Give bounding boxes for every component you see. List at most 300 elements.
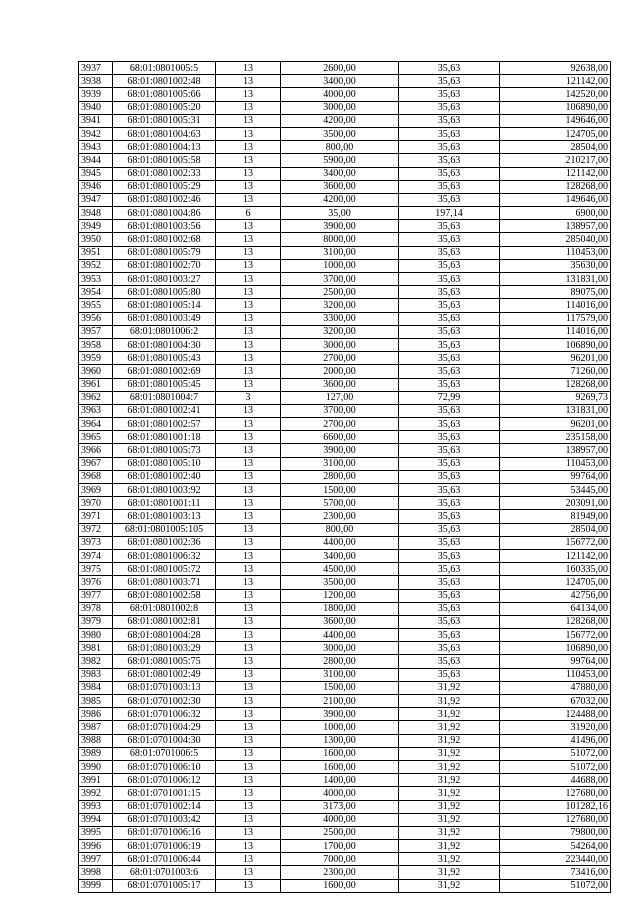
table-cell: 138957,00 — [500, 444, 611, 457]
table-cell: 35,63 — [399, 444, 500, 457]
table-body — [79, 62, 611, 893]
table-cell: 47880,00 — [500, 681, 611, 694]
table-row — [79, 233, 611, 246]
table-cell: 68:01:0801005:43 — [113, 352, 216, 365]
table-cell: 35,63 — [399, 668, 500, 681]
table-cell: 13 — [216, 576, 281, 589]
table-cell: 13 — [216, 760, 281, 773]
table-row — [79, 193, 611, 206]
table-cell: 3000,00 — [281, 642, 399, 655]
table-cell: 68:01:0801002:41 — [113, 404, 216, 417]
table-cell: 13 — [216, 681, 281, 694]
table-cell: 13 — [216, 233, 281, 246]
table-cell: 1500,00 — [281, 484, 399, 497]
table-row — [79, 721, 611, 734]
table-cell: 13 — [216, 655, 281, 668]
table-cell: 3960 — [79, 365, 113, 378]
table-cell: 13 — [216, 312, 281, 325]
table-cell: 68:01:0701006:19 — [113, 840, 216, 853]
table-cell: 3600,00 — [281, 378, 399, 391]
table-cell: 3943 — [79, 141, 113, 154]
table-row — [79, 259, 611, 272]
table-cell: 8000,00 — [281, 233, 399, 246]
table-cell: 68:01:0801003:27 — [113, 273, 216, 286]
table-cell: 3991 — [79, 774, 113, 787]
table-cell: 3400,00 — [281, 75, 399, 88]
table-row — [79, 444, 611, 457]
table-row — [79, 853, 611, 866]
table-cell: 3400,00 — [281, 549, 399, 562]
table-cell: 13 — [216, 404, 281, 417]
table-cell: 3989 — [79, 747, 113, 760]
table-cell: 13 — [216, 523, 281, 536]
table-row — [79, 787, 611, 800]
table-cell: 3979 — [79, 615, 113, 628]
table-cell: 41496,00 — [500, 734, 611, 747]
table-cell: 3971 — [79, 510, 113, 523]
table-cell: 3948 — [79, 207, 113, 220]
table-cell: 13 — [216, 866, 281, 879]
table-cell: 68:01:0801004:86 — [113, 207, 216, 220]
table-cell: 13 — [216, 734, 281, 747]
table-cell: 68:01:0701006:32 — [113, 708, 216, 721]
table-cell: 110453,00 — [500, 457, 611, 470]
table-cell: 197,14 — [399, 207, 500, 220]
table-row — [79, 470, 611, 483]
table-cell: 5900,00 — [281, 154, 399, 167]
table-cell: 142520,00 — [500, 88, 611, 101]
table-cell: 42756,00 — [500, 589, 611, 602]
table-cell: 235158,00 — [500, 431, 611, 444]
table-cell: 68:01:0701006:12 — [113, 774, 216, 787]
table-cell: 68:01:0801005:75 — [113, 655, 216, 668]
table-row — [79, 708, 611, 721]
table-cell: 4000,00 — [281, 787, 399, 800]
table-row — [79, 62, 611, 75]
table-row — [79, 576, 611, 589]
table-row — [79, 273, 611, 286]
table-cell: 13 — [216, 826, 281, 839]
table-cell: 68:01:0801003:49 — [113, 312, 216, 325]
table-cell: 68:01:0801003:71 — [113, 576, 216, 589]
table-cell: 35,63 — [399, 167, 500, 180]
table-cell: 2700,00 — [281, 352, 399, 365]
table-cell: 35,63 — [399, 655, 500, 668]
table-cell: 3985 — [79, 695, 113, 708]
table-cell: 67032,00 — [500, 695, 611, 708]
table-row — [79, 141, 611, 154]
table-cell: 3937 — [79, 62, 113, 75]
table-cell: 68:01:0801002:48 — [113, 75, 216, 88]
table-cell: 13 — [216, 220, 281, 233]
table-cell: 1500,00 — [281, 681, 399, 694]
table-cell: 68:01:0801001:11 — [113, 497, 216, 510]
table-cell: 35,63 — [399, 576, 500, 589]
table-cell: 149646,00 — [500, 193, 611, 206]
table-cell: 79800,00 — [500, 826, 611, 839]
table-cell: 35,63 — [399, 75, 500, 88]
table-cell: 3938 — [79, 75, 113, 88]
table-cell: 3300,00 — [281, 312, 399, 325]
table-cell: 13 — [216, 62, 281, 75]
table-cell: 13 — [216, 774, 281, 787]
table-cell: 35,00 — [281, 207, 399, 220]
table-cell: 1600,00 — [281, 879, 399, 892]
table-cell: 68:01:0801002:68 — [113, 233, 216, 246]
table-row — [79, 457, 611, 470]
table-cell: 285040,00 — [500, 233, 611, 246]
table-cell: 35,63 — [399, 589, 500, 602]
table-cell: 13 — [216, 470, 281, 483]
table-cell: 68:01:0801001:18 — [113, 431, 216, 444]
table-cell: 2300,00 — [281, 510, 399, 523]
table-cell: 13 — [216, 114, 281, 127]
table-cell: 31,92 — [399, 747, 500, 760]
table-cell: 3000,00 — [281, 101, 399, 114]
table-cell: 3173,00 — [281, 800, 399, 813]
table-cell: 53445,00 — [500, 484, 611, 497]
table-cell: 128268,00 — [500, 180, 611, 193]
table-cell: 13 — [216, 246, 281, 259]
table-row — [79, 431, 611, 444]
table-cell: 128268,00 — [500, 615, 611, 628]
table-cell: 35,63 — [399, 338, 500, 351]
table-cell: 3981 — [79, 642, 113, 655]
table-cell: 35,63 — [399, 141, 500, 154]
table-cell: 13 — [216, 418, 281, 431]
table-cell: 3945 — [79, 167, 113, 180]
table-row — [79, 879, 611, 892]
table-cell: 68:01:0801003:56 — [113, 220, 216, 233]
table-cell: 68:01:0801005:10 — [113, 457, 216, 470]
table-cell: 35,63 — [399, 510, 500, 523]
table-cell: 3947 — [79, 193, 113, 206]
table-cell: 31,92 — [399, 853, 500, 866]
table-row — [79, 629, 611, 642]
table-cell: 13 — [216, 840, 281, 853]
table-cell: 68:01:0801002:58 — [113, 589, 216, 602]
table-cell: 106890,00 — [500, 642, 611, 655]
table-row — [79, 695, 611, 708]
table-cell: 3900,00 — [281, 708, 399, 721]
table-cell: 13 — [216, 378, 281, 391]
table-row — [79, 497, 611, 510]
table-cell: 3964 — [79, 418, 113, 431]
table-cell: 2300,00 — [281, 866, 399, 879]
table-cell: 96201,00 — [500, 418, 611, 431]
table-cell: 110453,00 — [500, 668, 611, 681]
table-cell: 121142,00 — [500, 167, 611, 180]
table-cell: 3973 — [79, 536, 113, 549]
table-cell: 13 — [216, 167, 281, 180]
table-cell: 2500,00 — [281, 286, 399, 299]
table-cell: 2100,00 — [281, 695, 399, 708]
table-row — [79, 404, 611, 417]
table-cell: 35,63 — [399, 615, 500, 628]
table-cell: 101282,16 — [500, 800, 611, 813]
table-cell: 13 — [216, 141, 281, 154]
table-cell: 68:01:0801002:81 — [113, 615, 216, 628]
table-cell: 13 — [216, 536, 281, 549]
table-cell: 35,63 — [399, 365, 500, 378]
table-row — [79, 563, 611, 576]
table-cell: 35,63 — [399, 325, 500, 338]
table-cell: 3940 — [79, 101, 113, 114]
table-cell: 138957,00 — [500, 220, 611, 233]
table-row — [79, 668, 611, 681]
table-row — [79, 549, 611, 562]
table-cell: 1200,00 — [281, 589, 399, 602]
table-cell: 68:01:0801004:28 — [113, 629, 216, 642]
table-cell: 2000,00 — [281, 365, 399, 378]
table-cell: 4000,00 — [281, 88, 399, 101]
table-cell: 124488,00 — [500, 708, 611, 721]
table-cell: 13 — [216, 273, 281, 286]
table-cell: 13 — [216, 484, 281, 497]
table-row — [79, 602, 611, 615]
table-cell: 68:01:0701005:17 — [113, 879, 216, 892]
table-cell: 3900,00 — [281, 444, 399, 457]
table-cell: 3952 — [79, 259, 113, 272]
table-cell: 3942 — [79, 127, 113, 140]
table-cell: 223440,00 — [500, 853, 611, 866]
table-cell: 13 — [216, 813, 281, 826]
table-cell: 31,92 — [399, 695, 500, 708]
table-cell: 106890,00 — [500, 338, 611, 351]
table-row — [79, 774, 611, 787]
table-row — [79, 536, 611, 549]
table-row — [79, 840, 611, 853]
table-cell: 3969 — [79, 484, 113, 497]
table-row — [79, 352, 611, 365]
table-cell: 13 — [216, 75, 281, 88]
table-row — [79, 589, 611, 602]
table-cell: 149646,00 — [500, 114, 611, 127]
table-cell: 68:01:0701006:44 — [113, 853, 216, 866]
table-cell: 114016,00 — [500, 325, 611, 338]
table-cell: 31,92 — [399, 826, 500, 839]
table-cell: 117579,00 — [500, 312, 611, 325]
table-cell: 35,63 — [399, 378, 500, 391]
table-cell: 35,63 — [399, 404, 500, 417]
table-cell: 4400,00 — [281, 629, 399, 642]
table-cell: 13 — [216, 642, 281, 655]
table-cell: 13 — [216, 747, 281, 760]
table-cell: 3987 — [79, 721, 113, 734]
table-cell: 92638,00 — [500, 62, 611, 75]
table-row — [79, 655, 611, 668]
table-row — [79, 207, 611, 220]
table-cell: 3959 — [79, 352, 113, 365]
table-cell: 3600,00 — [281, 615, 399, 628]
table-row — [79, 220, 611, 233]
table-cell: 3972 — [79, 523, 113, 536]
table-cell: 71260,00 — [500, 365, 611, 378]
table-cell: 13 — [216, 180, 281, 193]
table-cell: 35,63 — [399, 602, 500, 615]
table-cell: 4000,00 — [281, 813, 399, 826]
table-cell: 13 — [216, 431, 281, 444]
table-cell: 3999 — [79, 879, 113, 892]
table-cell: 3100,00 — [281, 246, 399, 259]
table-cell: 3400,00 — [281, 167, 399, 180]
table-row — [79, 418, 611, 431]
table-cell: 110453,00 — [500, 246, 611, 259]
table-cell: 68:01:0801005:79 — [113, 246, 216, 259]
table-cell: 31,92 — [399, 721, 500, 734]
table-row — [79, 127, 611, 140]
table-cell: 31,92 — [399, 760, 500, 773]
table-cell: 13 — [216, 193, 281, 206]
table-row — [79, 523, 611, 536]
table-cell: 13 — [216, 88, 281, 101]
table-cell: 1300,00 — [281, 734, 399, 747]
table-cell: 68:01:0801003:13 — [113, 510, 216, 523]
table-cell: 68:01:0801004:7 — [113, 391, 216, 404]
table-cell: 13 — [216, 101, 281, 114]
table-cell: 35,63 — [399, 563, 500, 576]
table-row — [79, 378, 611, 391]
table-cell: 35,63 — [399, 457, 500, 470]
table-cell: 51072,00 — [500, 760, 611, 773]
table-cell: 3968 — [79, 470, 113, 483]
table-cell: 68:01:0801004:30 — [113, 338, 216, 351]
table-cell: 54264,00 — [500, 840, 611, 853]
data-table — [78, 61, 611, 893]
table-cell: 31,92 — [399, 813, 500, 826]
table-cell: 124705,00 — [500, 576, 611, 589]
table-cell: 68:01:0801005:80 — [113, 286, 216, 299]
table-cell: 2700,00 — [281, 418, 399, 431]
table-cell: 35,63 — [399, 523, 500, 536]
table-row — [79, 813, 611, 826]
table-cell: 68:01:0801004:63 — [113, 127, 216, 140]
table-cell: 68:01:0801005:5 — [113, 62, 216, 75]
table-cell: 13 — [216, 695, 281, 708]
table-cell: 31920,00 — [500, 721, 611, 734]
table-cell: 68:01:0801005:58 — [113, 154, 216, 167]
table-row — [79, 681, 611, 694]
table-cell: 51072,00 — [500, 879, 611, 892]
table-cell: 3900,00 — [281, 220, 399, 233]
table-cell: 31,92 — [399, 840, 500, 853]
table-cell: 2800,00 — [281, 655, 399, 668]
table-cell: 35,63 — [399, 286, 500, 299]
table-cell: 13 — [216, 299, 281, 312]
table-cell: 2500,00 — [281, 826, 399, 839]
table-row — [79, 286, 611, 299]
table-cell: 68:01:0801002:8 — [113, 602, 216, 615]
table-row — [79, 101, 611, 114]
table-row — [79, 88, 611, 101]
table-cell: 13 — [216, 259, 281, 272]
table-cell: 35,63 — [399, 629, 500, 642]
table-cell: 3950 — [79, 233, 113, 246]
table-row — [79, 800, 611, 813]
table-cell: 31,92 — [399, 879, 500, 892]
table-cell: 128268,00 — [500, 378, 611, 391]
table-cell: 3954 — [79, 286, 113, 299]
table-cell: 13 — [216, 879, 281, 892]
table-cell: 3600,00 — [281, 180, 399, 193]
table-cell: 4200,00 — [281, 114, 399, 127]
table-cell: 68:01:0801005:29 — [113, 180, 216, 193]
table-cell: 13 — [216, 787, 281, 800]
table-row — [79, 154, 611, 167]
table-cell: 160335,00 — [500, 563, 611, 576]
table-cell: 3200,00 — [281, 325, 399, 338]
table-cell: 35,63 — [399, 180, 500, 193]
table-cell: 3100,00 — [281, 668, 399, 681]
table-cell: 35,63 — [399, 220, 500, 233]
table-row — [79, 312, 611, 325]
table-cell: 35,63 — [399, 273, 500, 286]
table-cell: 1800,00 — [281, 602, 399, 615]
table-cell: 89075,00 — [500, 286, 611, 299]
table-cell: 3970 — [79, 497, 113, 510]
table-cell: 35,63 — [399, 642, 500, 655]
table-cell: 81949,00 — [500, 510, 611, 523]
table-cell: 13 — [216, 510, 281, 523]
table-row — [79, 325, 611, 338]
table-cell: 68:01:0801003:92 — [113, 484, 216, 497]
table-cell: 35,63 — [399, 154, 500, 167]
table-cell: 68:01:0801006:32 — [113, 549, 216, 562]
table-row — [79, 760, 611, 773]
table-cell: 68:01:0801005:14 — [113, 299, 216, 312]
table-cell: 3997 — [79, 853, 113, 866]
table-row — [79, 734, 611, 747]
table-cell: 3993 — [79, 800, 113, 813]
table-cell: 2800,00 — [281, 470, 399, 483]
table-cell: 121142,00 — [500, 75, 611, 88]
table-cell: 13 — [216, 721, 281, 734]
table-cell: 68:01:0801002:36 — [113, 536, 216, 549]
table-cell: 3962 — [79, 391, 113, 404]
table-cell: 3 — [216, 391, 281, 404]
table-cell: 3998 — [79, 866, 113, 879]
table-cell: 13 — [216, 497, 281, 510]
table-cell: 3944 — [79, 154, 113, 167]
table-cell: 35,63 — [399, 62, 500, 75]
table-cell: 68:01:0701003:13 — [113, 681, 216, 694]
table-cell: 7000,00 — [281, 853, 399, 866]
table-cell: 68:01:0701004:29 — [113, 721, 216, 734]
table-cell: 68:01:0701006:16 — [113, 826, 216, 839]
table-cell: 6 — [216, 207, 281, 220]
table-cell: 800,00 — [281, 141, 399, 154]
table-cell: 13 — [216, 602, 281, 615]
table-cell: 68:01:0801002:69 — [113, 365, 216, 378]
table-cell: 31,92 — [399, 774, 500, 787]
table-cell: 114016,00 — [500, 299, 611, 312]
table-row — [79, 365, 611, 378]
table-cell: 68:01:0801004:13 — [113, 141, 216, 154]
table-cell: 121142,00 — [500, 549, 611, 562]
table-cell: 35,63 — [399, 497, 500, 510]
table-cell: 68:01:0801002:40 — [113, 470, 216, 483]
table-cell: 1000,00 — [281, 721, 399, 734]
table-cell: 3986 — [79, 708, 113, 721]
table-cell: 68:01:0701004:30 — [113, 734, 216, 747]
table-cell: 13 — [216, 629, 281, 642]
table-cell: 3000,00 — [281, 338, 399, 351]
table-cell: 68:01:0801002:49 — [113, 668, 216, 681]
table-cell: 35,63 — [399, 193, 500, 206]
table-cell: 68:01:0801005:20 — [113, 101, 216, 114]
table-cell: 13 — [216, 352, 281, 365]
table-cell: 68:01:0801002:33 — [113, 167, 216, 180]
